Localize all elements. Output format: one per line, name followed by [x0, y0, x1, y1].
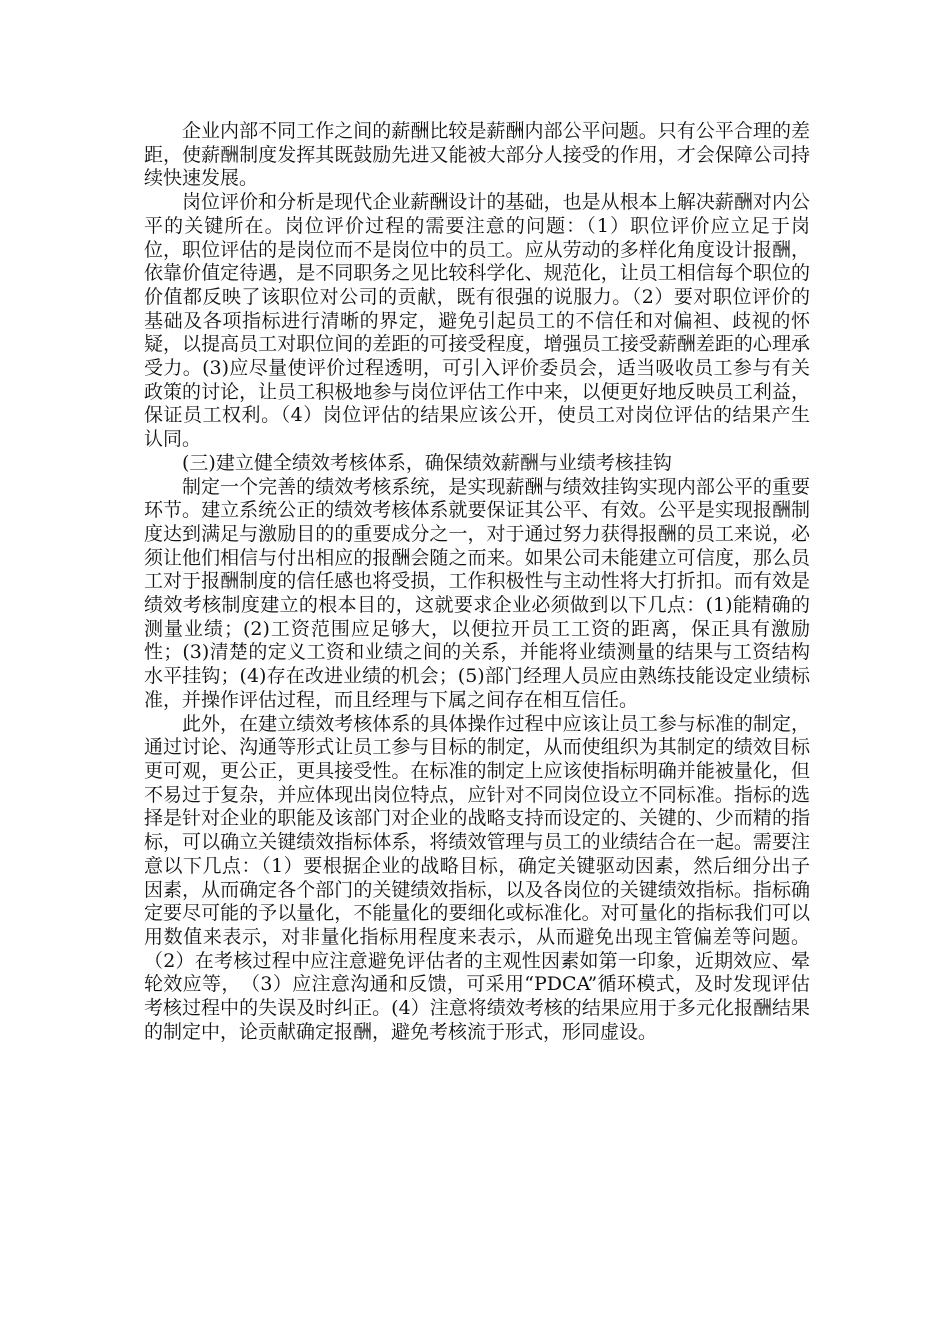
- paragraph-performance-system: 制定一个完善的绩效考核系统，是实现薪酬与绩效挂钩实现内部公平的重要环节。建立系统公正的绩效考核体系就要保证其公平、有效。公平是实现报酬制度达到满足与激励目的的重要成分之一，对于通过努力获得报酬的员工来说，必须让他们相信与付出相应的报酬会随之而来。如果公司未能建立可信度，那么员工对于报酬制度的信任感也将受损，工作积极性与主动性将大打折扣。而有效是绩效考核制度建立的根本目的，这就要求企业必须做到以下几点：(1)能精确的测量业绩；(2)工资范围应足够大，以便拉开员工工资的距离，保正具有激励性；(3)清楚的定义工资和业绩之间的关系，并能将业绩测量的结果与工资结构水平挂钩；(4)存在改进业绩的机会；(5)部门经理人员应由熟练技能设定业绩标准，并操作评估过程，而且经理与下属之间存在相互信任。: [144, 475, 810, 711]
- paragraph-internal-pay-equity: 企业内部不同工作之间的薪酬比较是薪酬内部公平问题。只有公平合理的差距，使薪酬制度发挥其既鼓励先进又能被大部分人接受的作用，才会保障公司持续快速发展。: [144, 120, 810, 190]
- document-body: [144, 120, 810, 1044]
- paragraph-job-evaluation: 岗位评价和分析是现代企业薪酬设计的基础，也是从根本上解决薪酬对内公平的关键所在。岗位评价过程的需要注意的问题：（1）职位评价应立足于岗位，职位评估的是岗位而不是岗位中的员工。应从劳动的多样化角度设计报酬，依靠价值定待遇，是不同职务之见比较科学化、规范化，让员工相信每个职位的价值都反映了该职位对公司的贡献，既有很强的说服力。（2）要对职位评价的基础及各项指标进行清晰的界定，避免引起员工的不信任和对偏袒、歧视的怀疑，以提高员工对职位间的差距的可接受程度，增强员工接受薪酬差距的心理承受力。(3)应尽量使评价过程透明，可引入评价委员会，适当吸收员工参与有关政策的讨论，让员工积极地参与岗位评估工作中来，以便更好地反映员工利益，保证员工权利。（4）岗位评估的结果应该公开，使员工对岗位评估的结果产生认同。: [144, 191, 810, 451]
- paragraph-employee-participation: 此外，在建立绩效考核体系的具体操作过程中应该让员工参与标准的制定，通过讨论、沟通等形式让员工参与目标的制定，从而使组织为其制定的绩效目标更可观，更公正，更具接受性。在标准的制定上应该使指标明确并能被量化，但不易过于复杂，并应体现出岗位特点，应针对不同岗位设立不同标准。指标的选择是针对企业的职能及该部门对企业的战略支持而设定的、关键的、少而精的指标，可以确立关键绩效指标体系，将绩效管理与员工的业绩结合在一起。需要注意以下几点：（1）要根据企业的战略目标，确定关键驱动因素，然后细分出子因素，从而确定各个部门的关键绩效指标，以及各岗位的关键绩效指标。指标确定要尽可能的予以量化，不能量化的要细化或标准化。对可量化的指标我们可以用数值来表示，对非量化指标用程度来表示，从而避免出现主管偏差等问题。（2）在考核过程中应注意避免评估者的主观性因素如第一印象，近期效应、晕轮效应等， （3）应注意沟通和反馈，可采用“PDCA”循环模式，及时发现评估考核过程中的失误及时纠正。(4）注意将绩效考核的结果应用于多元化报酬结果的制定中，论贡献确定报酬，避免考核流于形式，形同虚设。: [144, 712, 810, 1043]
- section-heading-performance-appraisal: (三)建立健全绩效考核体系，确保绩效薪酬与业绩考核挂钩: [182, 451, 672, 474]
